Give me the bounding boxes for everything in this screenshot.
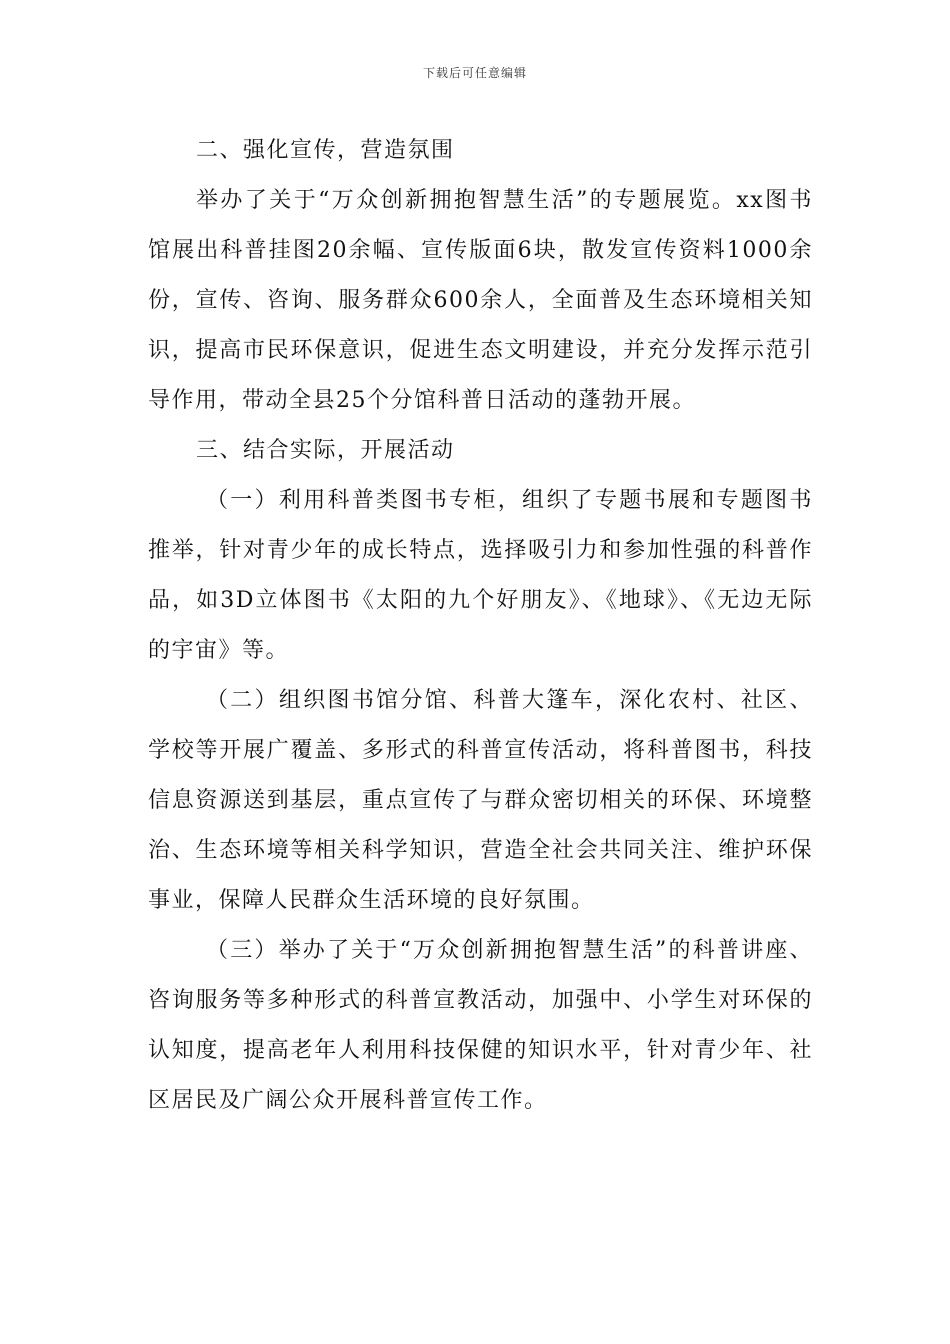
section-heading-3: 三、结合实际，开展活动 xyxy=(196,438,455,463)
list-item-1: （一）利用科普类图书专柜，组织了专题书展和专题图书推举，针对青少年的成长特点，选择吸引力和参加性强的科普作品，如3D立体图书《太阳的九个好朋友》、《地球》、《无边无际的宇宙》等。 xyxy=(148,488,813,663)
section-heading-2: 二、强化宣传，营造氛围 xyxy=(196,138,455,163)
list-item-2: （二）组织图书馆分馆、科普大篷车，深化农村、社区、学校等开展广覆盖、多形式的科普宣传活动，将科普图书，科技信息资源送到基层，重点宣传了与群众密切相关的环保、环境整治、生态环境等相关科学知识，营造全社会共同关注、维护环保事业，保障人民群众生活环境的良好氛围。 xyxy=(148,688,813,913)
list-item-3: （三）举办了关于“万众创新拥抱智慧生活”的科普讲座、咨询服务等多种形式的科普宣教活动，加强中、小学生对环保的认知度，提高老年人利用科技保健的知识水平，针对青少年、社区居民及广阔公众开展科普宣传工作。 xyxy=(148,938,813,1113)
document-body xyxy=(148,126,813,1126)
section-paragraph-2: 举办了关于“万众创新拥抱智慧生活”的专题展览。xx图书馆展出科普挂图20余幅、宣传版面6块，散发宣传资料1000余份，宣传、咨询、服务群众600余人，全面普及生态环境相关知识，提高市民环保意识，促进生态文明建设，并充分发挥示范引导作用，带动全县25个分馆科普日活动的蓬勃开展。 xyxy=(148,188,813,413)
header-note: 下载后可任意编辑 xyxy=(422,66,527,80)
